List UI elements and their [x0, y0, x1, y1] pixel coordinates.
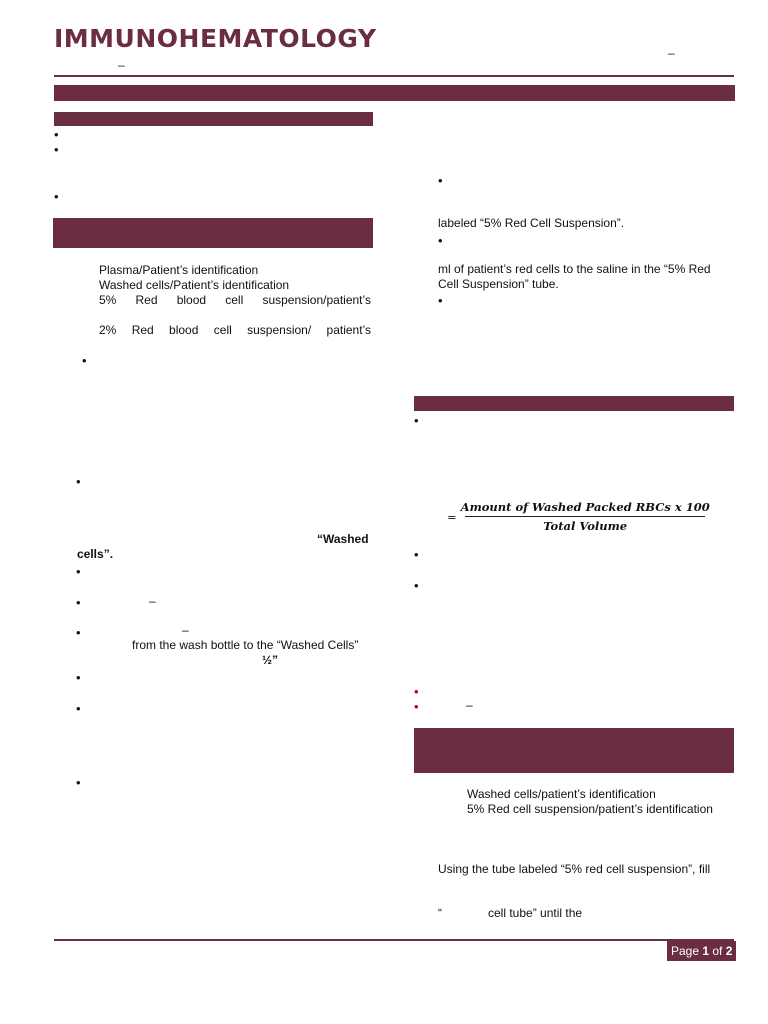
list-bullet [438, 174, 443, 187]
word: cell [213, 323, 232, 337]
list-bullet [76, 702, 81, 715]
list-bullet [54, 190, 59, 203]
word: 2% [99, 323, 117, 337]
list-bullet [76, 626, 81, 639]
dash-a: – [149, 594, 156, 608]
word: 5% [99, 293, 117, 307]
word: Red [135, 293, 158, 307]
word: patient’s [326, 323, 371, 337]
using-tube-line: Using the tube labeled “5% red cell suspension”, fill [438, 862, 711, 876]
page-number-box [667, 941, 736, 961]
list-bullet [76, 475, 81, 488]
document-title: IMMUNOHEMATOLOGY [54, 24, 377, 53]
header-dash-left: – [118, 58, 125, 72]
list-bullet [438, 294, 443, 307]
label-plasma-id: Plasma/Patient’s identification [99, 263, 259, 277]
label-washed-cells-id: Washed cells/Patient’s identification [99, 278, 290, 292]
labeled-5pct-line: labeled “5% Red Cell Suspension”. [438, 216, 625, 230]
list-bullet [82, 354, 87, 367]
ml-line-2: Cell Suspension” tube. [438, 277, 559, 291]
header-dash-right: – [668, 46, 675, 60]
list-bullet [438, 234, 443, 247]
page-current: 1 [702, 944, 710, 958]
cell-tube-quote: “ [438, 906, 442, 920]
list-bullet [54, 128, 59, 141]
wash-bottle-line: from the wash bottle to the “Washed Cells” [132, 638, 359, 652]
list-bullet [76, 776, 81, 789]
dash-c: – [466, 698, 473, 712]
washed-cells-quote-a: “Washed [317, 532, 369, 546]
footer-rule [54, 939, 734, 941]
list-bullet [414, 548, 419, 561]
ml-line-1: ml of patient’s red cells to the saline in the “5% Red [438, 262, 711, 276]
label-5pct-patient: 5% Red cell suspension/patient’s identification [467, 802, 713, 816]
header-rule [54, 75, 734, 77]
section-banner-left-2 [53, 218, 373, 248]
label-2pct-suspension [99, 323, 371, 338]
formula-denominator: Total Volume [543, 519, 628, 533]
washed-cells-quote-b: cells”. [77, 547, 114, 561]
label-washed-cells-patient: Washed cells/patient’s identification [467, 787, 656, 801]
dash-b: – [182, 623, 189, 637]
word: suspension/patient’s [262, 293, 371, 307]
list-bullet [414, 579, 419, 592]
fraction-bar [465, 516, 705, 517]
section-banner-top [54, 85, 735, 101]
list-bullet [76, 671, 81, 684]
list-bullet-red [414, 685, 419, 698]
page-total: 2 [725, 944, 733, 958]
half-inch: ½” [262, 653, 279, 667]
formula-numerator: Amount of Washed Packed RBCs x 100 [460, 500, 710, 514]
formula-fraction [461, 500, 710, 533]
word: blood [169, 323, 199, 337]
list-bullet [76, 565, 81, 578]
section-banner-left-1 [54, 112, 373, 126]
list-bullet-red [414, 700, 419, 713]
cell-tube-line: cell tube” until the [488, 906, 583, 920]
list-bullet [54, 143, 59, 156]
page-prefix: Page [671, 944, 703, 958]
page-of: of [709, 944, 726, 958]
word: suspension/ [247, 323, 312, 337]
list-bullet [414, 414, 419, 427]
word: blood [176, 293, 207, 307]
section-banner-right-1 [414, 396, 734, 411]
word: Red [131, 323, 154, 337]
hematocrit-formula [447, 500, 710, 533]
section-banner-right-2 [414, 728, 734, 773]
formula-equals: = [447, 509, 457, 524]
label-5pct-suspension [99, 293, 371, 308]
word: cell [225, 293, 244, 307]
list-bullet [76, 596, 81, 609]
